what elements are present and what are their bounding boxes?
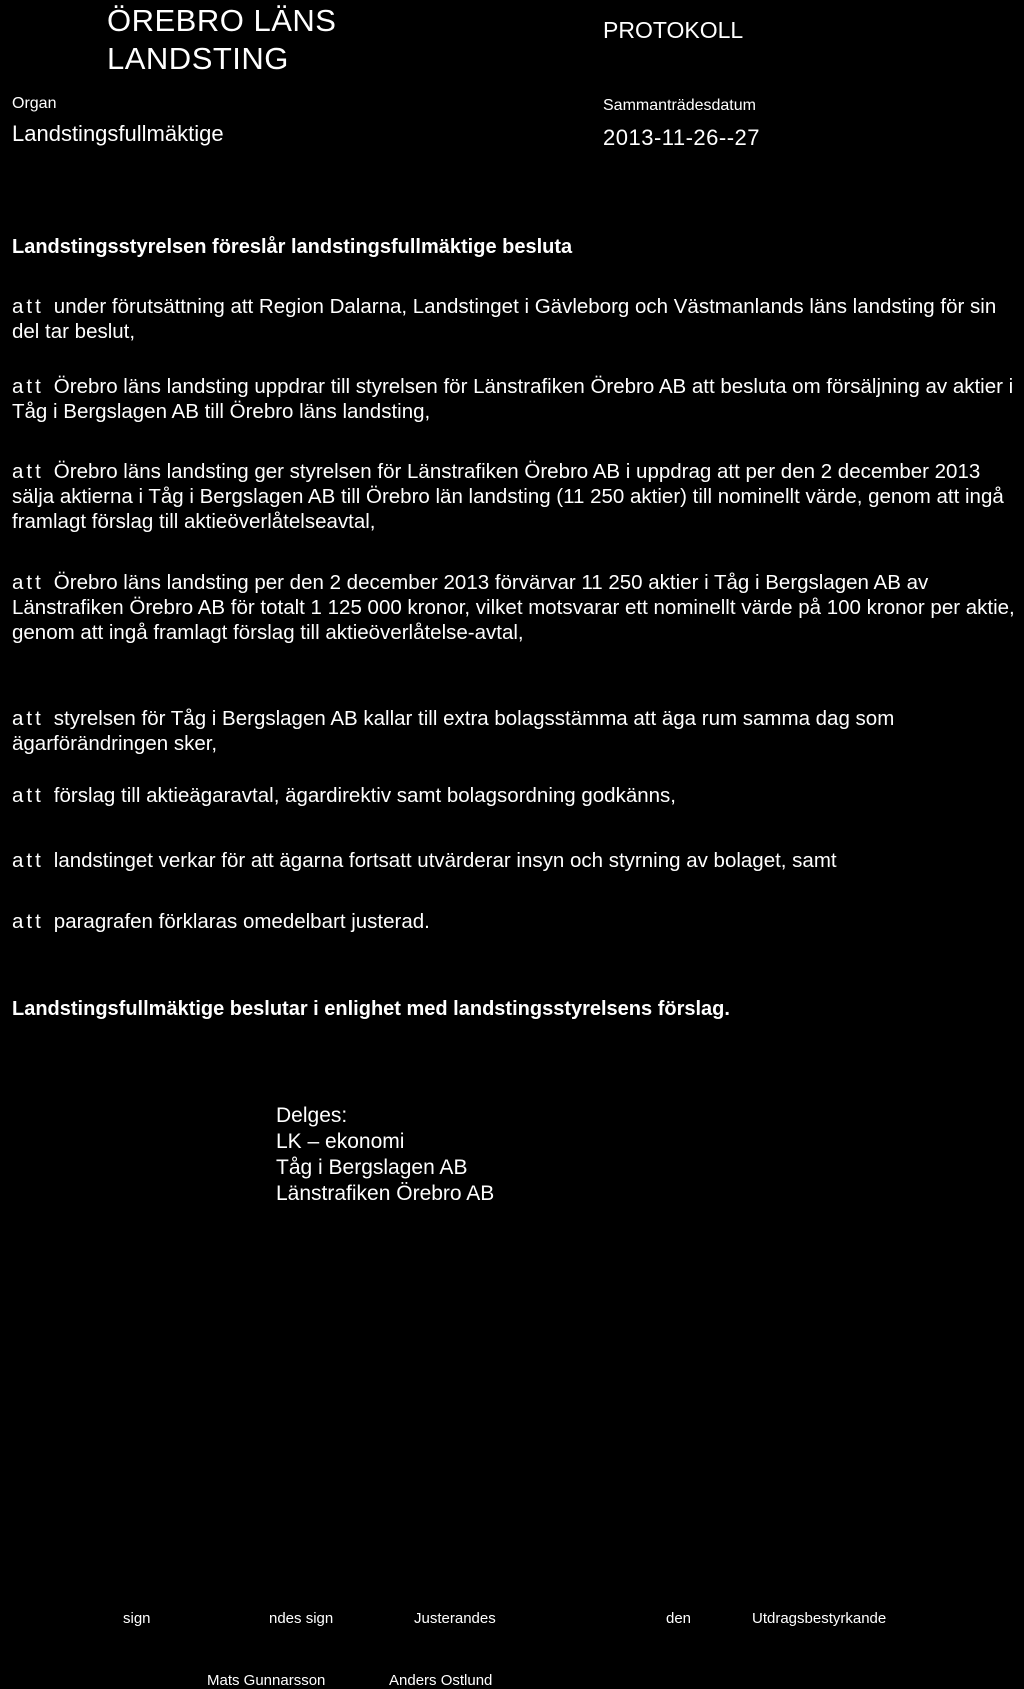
clause-prefix: att [12,375,44,398]
clause [12,783,1020,808]
clause-prefix: att [12,849,44,872]
clause-text: paragrafen förklaras omedelbart justerad. [53,910,430,933]
document-type: PROTOKOLL [603,17,744,43]
clause [12,848,1020,873]
clause [12,459,1020,534]
distribution-recipient: LK – ekonomi [276,1130,405,1153]
clause-text: Örebro läns landsting per den 2 december 2013 förvärvar 11 250 aktier i Tåg i Bergslagen AB av Länstrafiken Örebro AB för totalt 1 125 000 kronor, vilket motsvarar ett nominellt värde på 100 kronor per aktie, genom att ingå framlagt förslag till aktieöverlåtelse-avtal, [12,571,1015,644]
clause [12,570,1020,645]
clause-prefix: att [12,460,44,483]
clause-prefix: att [12,707,44,730]
meeting-date-value: 2013-11-26--27 [603,125,761,150]
signature-label: den [666,1610,692,1627]
meeting-date-label: Sammanträdesdatum [603,97,756,114]
clause-text: styrelsen för Tåg i Bergslagen AB kallar till extra bolagsstämma att äga rum samma dag som ägarförändringen sker, [12,707,895,755]
clause-text: Örebro läns landsting uppdrar till styrelsen för Länstrafiken Örebro AB att besluta om försäljning av aktier i Tåg i Bergslagen AB till Örebro läns landsting, [12,375,1014,423]
clause-text: landstinget verkar för att ägarna fortsatt utvärderar insyn och styrning av bolaget, samt [53,849,837,872]
organ-label: Organ [12,95,57,112]
signatory-name: Mats Gunnarsson [207,1672,326,1689]
clause-prefix: att [12,295,44,318]
distribution-list [276,1103,494,1207]
organization-name-line1: ÖREBRO LÄNS [107,3,337,38]
signature-label: sign [123,1610,151,1627]
organization-name-line2: LANDSTING [107,41,289,76]
proposal-heading: Landstingsstyrelsen föreslår landstingsfullmäktige besluta [12,236,573,258]
distribution-recipient: Länstrafiken Örebro AB [276,1182,495,1205]
signature-label: ndes sign [269,1610,334,1627]
clause-text: Örebro läns landsting ger styrelsen för Länstrafiken Örebro AB i uppdrag att per den 2 december 2013 sälja aktierna i Tåg i Bergslagen AB till Örebro län landsting (11 250 aktier) till nominellt värde, genom att ingå framlagt förslag till aktieöverlåtelseavtal, [12,460,1004,533]
clause-prefix: att [12,571,44,594]
clause [12,909,1020,934]
decision-statement: Landstingsfullmäktige beslutar i enlighet med landstingsstyrelsens förslag. [12,998,730,1020]
clause-prefix: att [12,784,44,807]
clause-text: förslag till aktieägaravtal, ägardirektiv samt bolagsordning godkänns, [53,784,676,807]
organ-value: Landstingsfullmäktige [12,121,224,146]
signature-label: Justerandes [414,1610,496,1627]
clause-text: under förutsättning att Region Dalarna, Landstinget i Gävleborg och Västmanlands läns landsting för sin del tar beslut, [12,295,997,343]
clause [12,374,1020,424]
clause [12,706,1020,756]
signature-label: Utdragsbestyrkande [752,1610,887,1627]
distribution-recipient: Tåg i Bergslagen AB [276,1156,468,1179]
clause [12,294,1020,344]
signatory-name: Anders Ostlund [389,1672,493,1689]
clause-prefix: att [12,910,44,933]
distribution-label: Delges: [276,1104,348,1127]
